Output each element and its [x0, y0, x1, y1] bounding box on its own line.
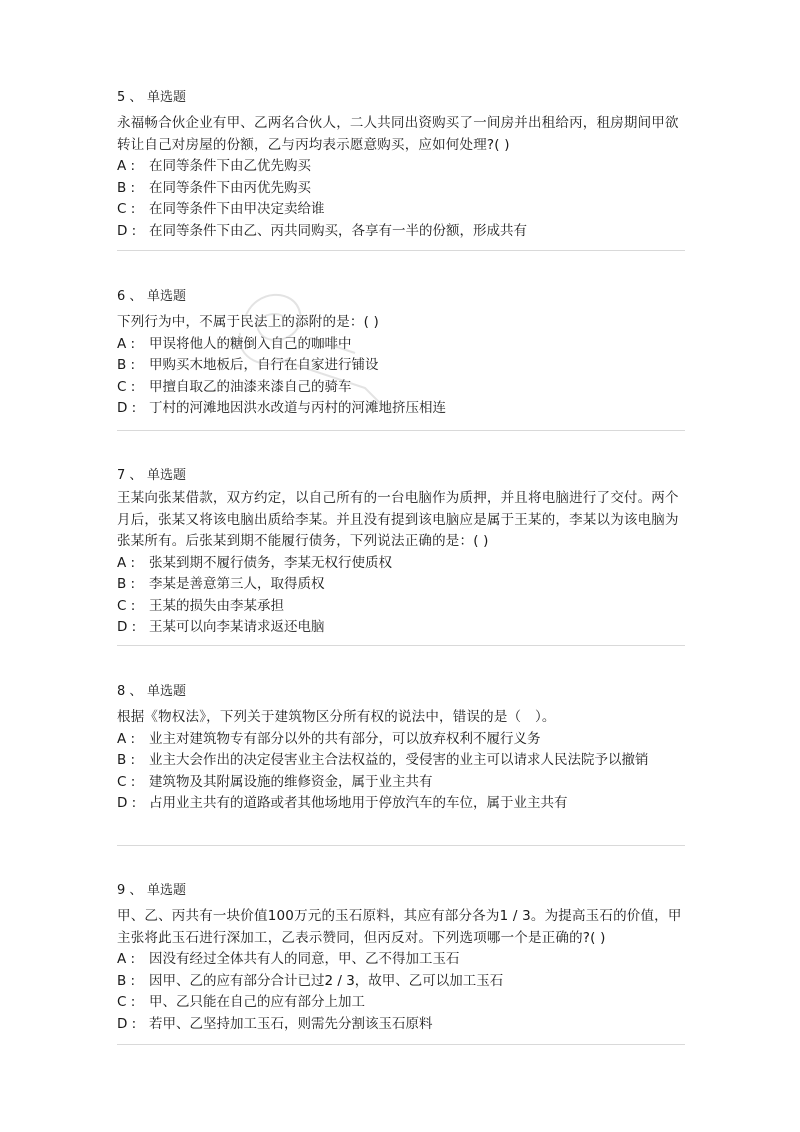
question-number: 8 、	[117, 684, 143, 699]
question-header	[117, 287, 685, 307]
option-key: C :	[117, 994, 136, 1010]
divider	[117, 250, 685, 251]
option-key: D :	[117, 400, 137, 416]
option-key: B :	[117, 752, 136, 768]
option-b	[117, 355, 685, 377]
option-d	[117, 1014, 685, 1036]
option-a	[117, 553, 685, 575]
question-6	[117, 287, 685, 420]
option-text: 在同等条件下由乙优先购买	[149, 158, 311, 174]
option-key: D :	[117, 1015, 137, 1032]
option-key: B :	[117, 179, 136, 196]
option-b	[117, 574, 685, 596]
question-type: 单选题	[147, 684, 187, 699]
option-text: 占用业主共有的道路或者其他场地用于停放汽车的车位，属于业主共有	[149, 795, 568, 811]
option-d	[117, 398, 685, 420]
option-key: C :	[117, 378, 136, 395]
option-key: D :	[117, 619, 137, 635]
question-number: 5 、	[117, 90, 143, 105]
option-key: C :	[117, 201, 136, 217]
option-d	[117, 617, 685, 639]
option-text: 甲擅自取乙的油漆来漆自己的骑车	[149, 378, 352, 395]
question-header	[117, 682, 685, 702]
option-a	[117, 729, 685, 751]
option-text: 甲购买木地板后，自行在自家进行铺设	[149, 357, 379, 373]
question-type: 单选题	[147, 90, 187, 105]
option-text: 李某是善意第三人，取得质权	[149, 576, 325, 592]
option-text: 建筑物及其附属设施的维修资金，属于业主共有	[149, 773, 433, 790]
question-header	[117, 88, 685, 108]
option-key: A :	[117, 951, 136, 967]
question-type: 单选题	[147, 883, 187, 898]
option-text: 张某到期不履行债务，李某无权行使质权	[149, 554, 392, 571]
option-key: A :	[117, 158, 136, 174]
option-c	[117, 596, 685, 618]
option-text: 在同等条件下由乙、丙共同购买，各享有一半的份额，形成共有	[149, 222, 527, 239]
option-a	[117, 156, 685, 178]
option-d	[117, 221, 685, 243]
divider	[117, 430, 685, 431]
option-key: A :	[117, 335, 136, 352]
option-text: 若甲、乙坚持加工玉石，则需先分割该玉石原料	[149, 1015, 433, 1032]
option-text: 在同等条件下由丙优先购买	[149, 179, 311, 196]
option-key: A :	[117, 730, 136, 747]
question-7	[117, 466, 685, 639]
option-c	[117, 992, 685, 1014]
question-header	[117, 881, 685, 901]
option-key: C :	[117, 773, 136, 790]
question-stem: 甲、乙、丙共有一块价值100万元的玉石原料，其应有部分各为1 / 3。为提高玉石的价值，甲主张将此玉石进行深加工，乙表示赞同，但丙反对。下列选项哪一个是正确的?( )	[117, 908, 682, 946]
option-text: 王某的损失由李某承担	[149, 597, 284, 614]
question-stem: 下列行为中，不属于民法上的添附的是：( )	[117, 314, 380, 330]
question-type: 单选题	[147, 289, 187, 304]
question-number: 6 、	[117, 289, 143, 304]
question-stem: 王某向张某借款，双方约定，以自己所有的一台电脑作为质押，并且将电脑进行了交付。两个月后，张某又将该电脑出质给李某。并且没有提到该电脑应是属于王某的，李某以为该电脑为张某所有。后张某到期不能履行债务，下列说法正确的是：( )	[117, 490, 679, 549]
option-text: 甲、乙只能在自己的应有部分上加工	[149, 994, 365, 1010]
option-c	[117, 772, 685, 794]
divider	[117, 1044, 685, 1045]
option-text: 业主对建筑物专有部分以外的共有部分，可以放弃权利不履行义务	[149, 730, 541, 747]
option-key: D :	[117, 795, 137, 811]
question-type: 单选题	[147, 468, 187, 483]
option-d	[117, 793, 685, 815]
option-text: 在同等条件下由甲决定卖给谁	[149, 201, 325, 217]
option-a	[117, 334, 685, 356]
option-text: 因甲、乙的应有部分合计已过2 / 3，故甲、乙可以加工玉石	[149, 972, 504, 989]
option-key: B :	[117, 357, 136, 373]
option-b	[117, 971, 685, 993]
option-b	[117, 178, 685, 200]
question-5	[117, 88, 685, 242]
question-8	[117, 682, 685, 815]
option-key: A :	[117, 554, 136, 571]
option-b	[117, 750, 685, 772]
question-number: 7 、	[117, 468, 143, 483]
option-key: B :	[117, 972, 136, 989]
divider	[117, 845, 685, 846]
option-text: 丁村的河滩地因洪水改道与丙村的河滩地挤压相连	[149, 400, 446, 416]
question-9	[117, 881, 685, 1035]
question-stem: 根据《物权法》，下列关于建筑物区分所有权的说法中，错误的是（ ）。	[117, 709, 556, 725]
option-c	[117, 377, 685, 399]
option-c	[117, 199, 685, 221]
option-text: 业主大会作出的决定侵害业主合法权益的，受侵害的业主可以请求人民法院予以撤销	[149, 752, 649, 768]
divider	[117, 645, 685, 646]
option-text: 甲误将他人的糖倒入自己的咖啡中	[149, 335, 352, 352]
question-number: 9 、	[117, 883, 143, 898]
option-key: C :	[117, 597, 136, 614]
option-text: 因没有经过全体共有人的同意，甲、乙不得加工玉石	[149, 951, 460, 967]
option-key: B :	[117, 576, 136, 592]
option-a	[117, 949, 685, 971]
question-header	[117, 466, 685, 486]
question-stem: 永福畅合伙企业有甲、乙两名合伙人，二人共同出资购买了一间房并出租给丙，租房期间甲欲转让自己对房屋的份额，乙与丙均表示愿意购买，应如何处理?( )	[117, 115, 679, 153]
option-key: D :	[117, 222, 137, 239]
option-text: 王某可以向李某请求返还电脑	[149, 619, 325, 635]
